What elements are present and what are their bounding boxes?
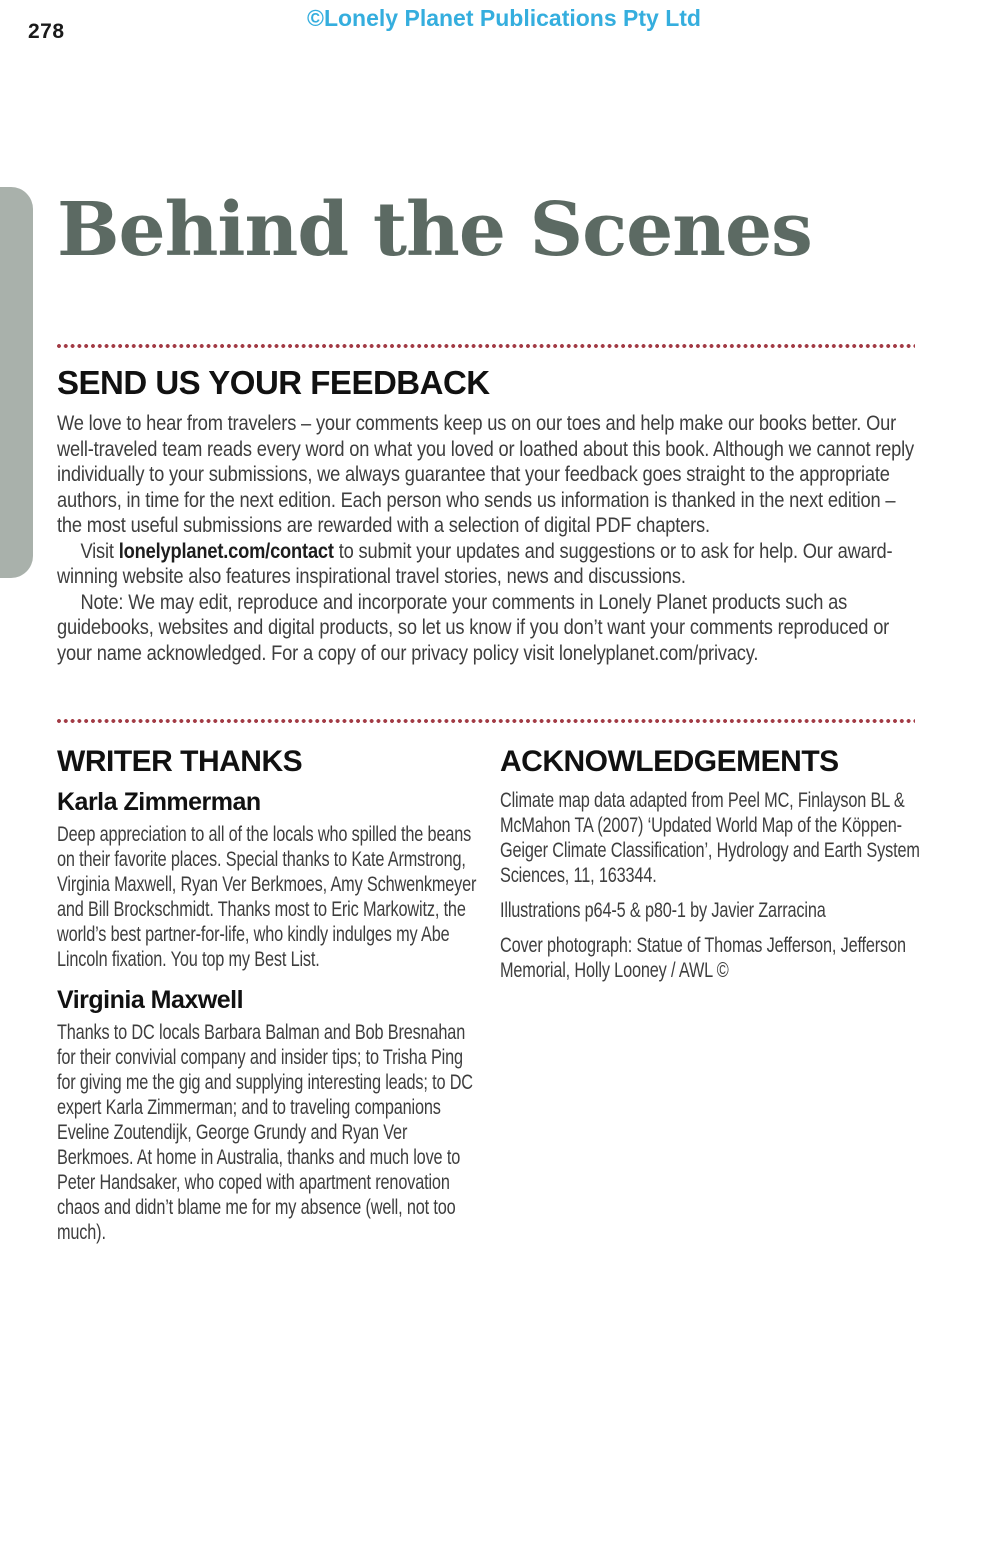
author-name-virginia: Virginia Maxwell <box>57 986 244 1014</box>
feedback-paragraph-2 <box>57 539 915 590</box>
credits-columns <box>57 745 937 1245</box>
acknowledgements-column <box>500 745 920 993</box>
writer-thanks-heading: WRITER THANKS <box>57 745 303 778</box>
feedback-paragraph-1: We love to hear from travelers – your comments keep us on our toes and help make our books better. Our well-traveled team reads every word on what you loved or loathed about this book. Although we cannot reply individually to your submissions, we always guarantee that your feedback goes straight to the appropriate authors, in time for the next edition. Each person who sends us information is thanked in the next edition – the most useful submissions are rewarded with a selection of digital PDF chapters. <box>57 412 915 537</box>
feedback-paragraph-2-prefix: Visit <box>80 539 119 563</box>
page-number: 278 <box>28 20 65 43</box>
feedback-section <box>57 364 915 666</box>
chapter-title: Behind the Scenes <box>57 187 812 273</box>
author-name-karla: Karla Zimmerman <box>57 788 261 816</box>
acknowledgement-climate-map: Climate map data adapted from Peel MC, Finlayson BL & McMahon TA (2007) ‘Updated World Map of the Köppen-Geiger Climate Classification’, Hydrology and Earth System Sciences, 11, 163344. <box>500 789 920 887</box>
feedback-paragraph-2-rest: to submit your updates and suggestions or to ask for help. Our award-winning website also features inspirational travel stories, news and discussions. <box>57 539 893 588</box>
author-thanks-virginia: Thanks to DC locals Barbara Balman and Bob Bresnahan for their convivial company and insider tips; to Trisha Ping for giving me the gig and supplying interesting leads; to DC expert Karla Zimmerman; and to traveling companions Eveline Zoutendijk, George Grundy and Ryan Ver Berkmoes. At home in Australia, thanks and much love to Peter Handsaker, who coped with apartment renovation chaos and didn’t blame me for my absence (well, not too much). <box>57 1021 473 1244</box>
contact-link[interactable]: lonelyplanet.com/contact <box>118 539 334 563</box>
acknowledgement-illustrations: Illustrations p64-5 & p80-1 by Javier Zarracina <box>500 899 826 922</box>
writer-thanks-column <box>57 745 482 1245</box>
chapter-side-tab <box>0 187 33 578</box>
feedback-heading: SEND US YOUR FEEDBACK <box>57 364 490 401</box>
dotted-divider-bottom <box>57 719 915 723</box>
dotted-divider-top <box>57 344 915 348</box>
acknowledgement-cover-photo: Cover photograph: Statue of Thomas Jefferson, Jefferson Memorial, Holly Looney / AWL © <box>500 934 906 982</box>
feedback-paragraph-3: Note: We may edit, reproduce and incorporate your comments in Lonely Planet products such as guidebooks, websites and digital products, so let us know if you don’t want your comments reproduced or your name acknowledged. For a copy of our privacy policy visit lonelyplanet.com/privacy. <box>57 590 890 665</box>
acknowledgements-heading: ACKNOWLEDGEMENTS <box>500 745 839 778</box>
author-thanks-karla: Deep appreciation to all of the locals who spilled the beans on their favorite places. Special thanks to Kate Armstrong, Virginia Maxwell, Ryan Ver Berkmoes, Amy Schwenkmeyer and Bill Brockschmidt. Thanks most to Eric Markowitz, the world’s best partner-for-life, who kindly indulges my Abe Lincoln fixation. You top my Best List. <box>57 823 477 971</box>
copyright-notice: ©Lonely Planet Publications Pty Ltd <box>307 5 701 31</box>
